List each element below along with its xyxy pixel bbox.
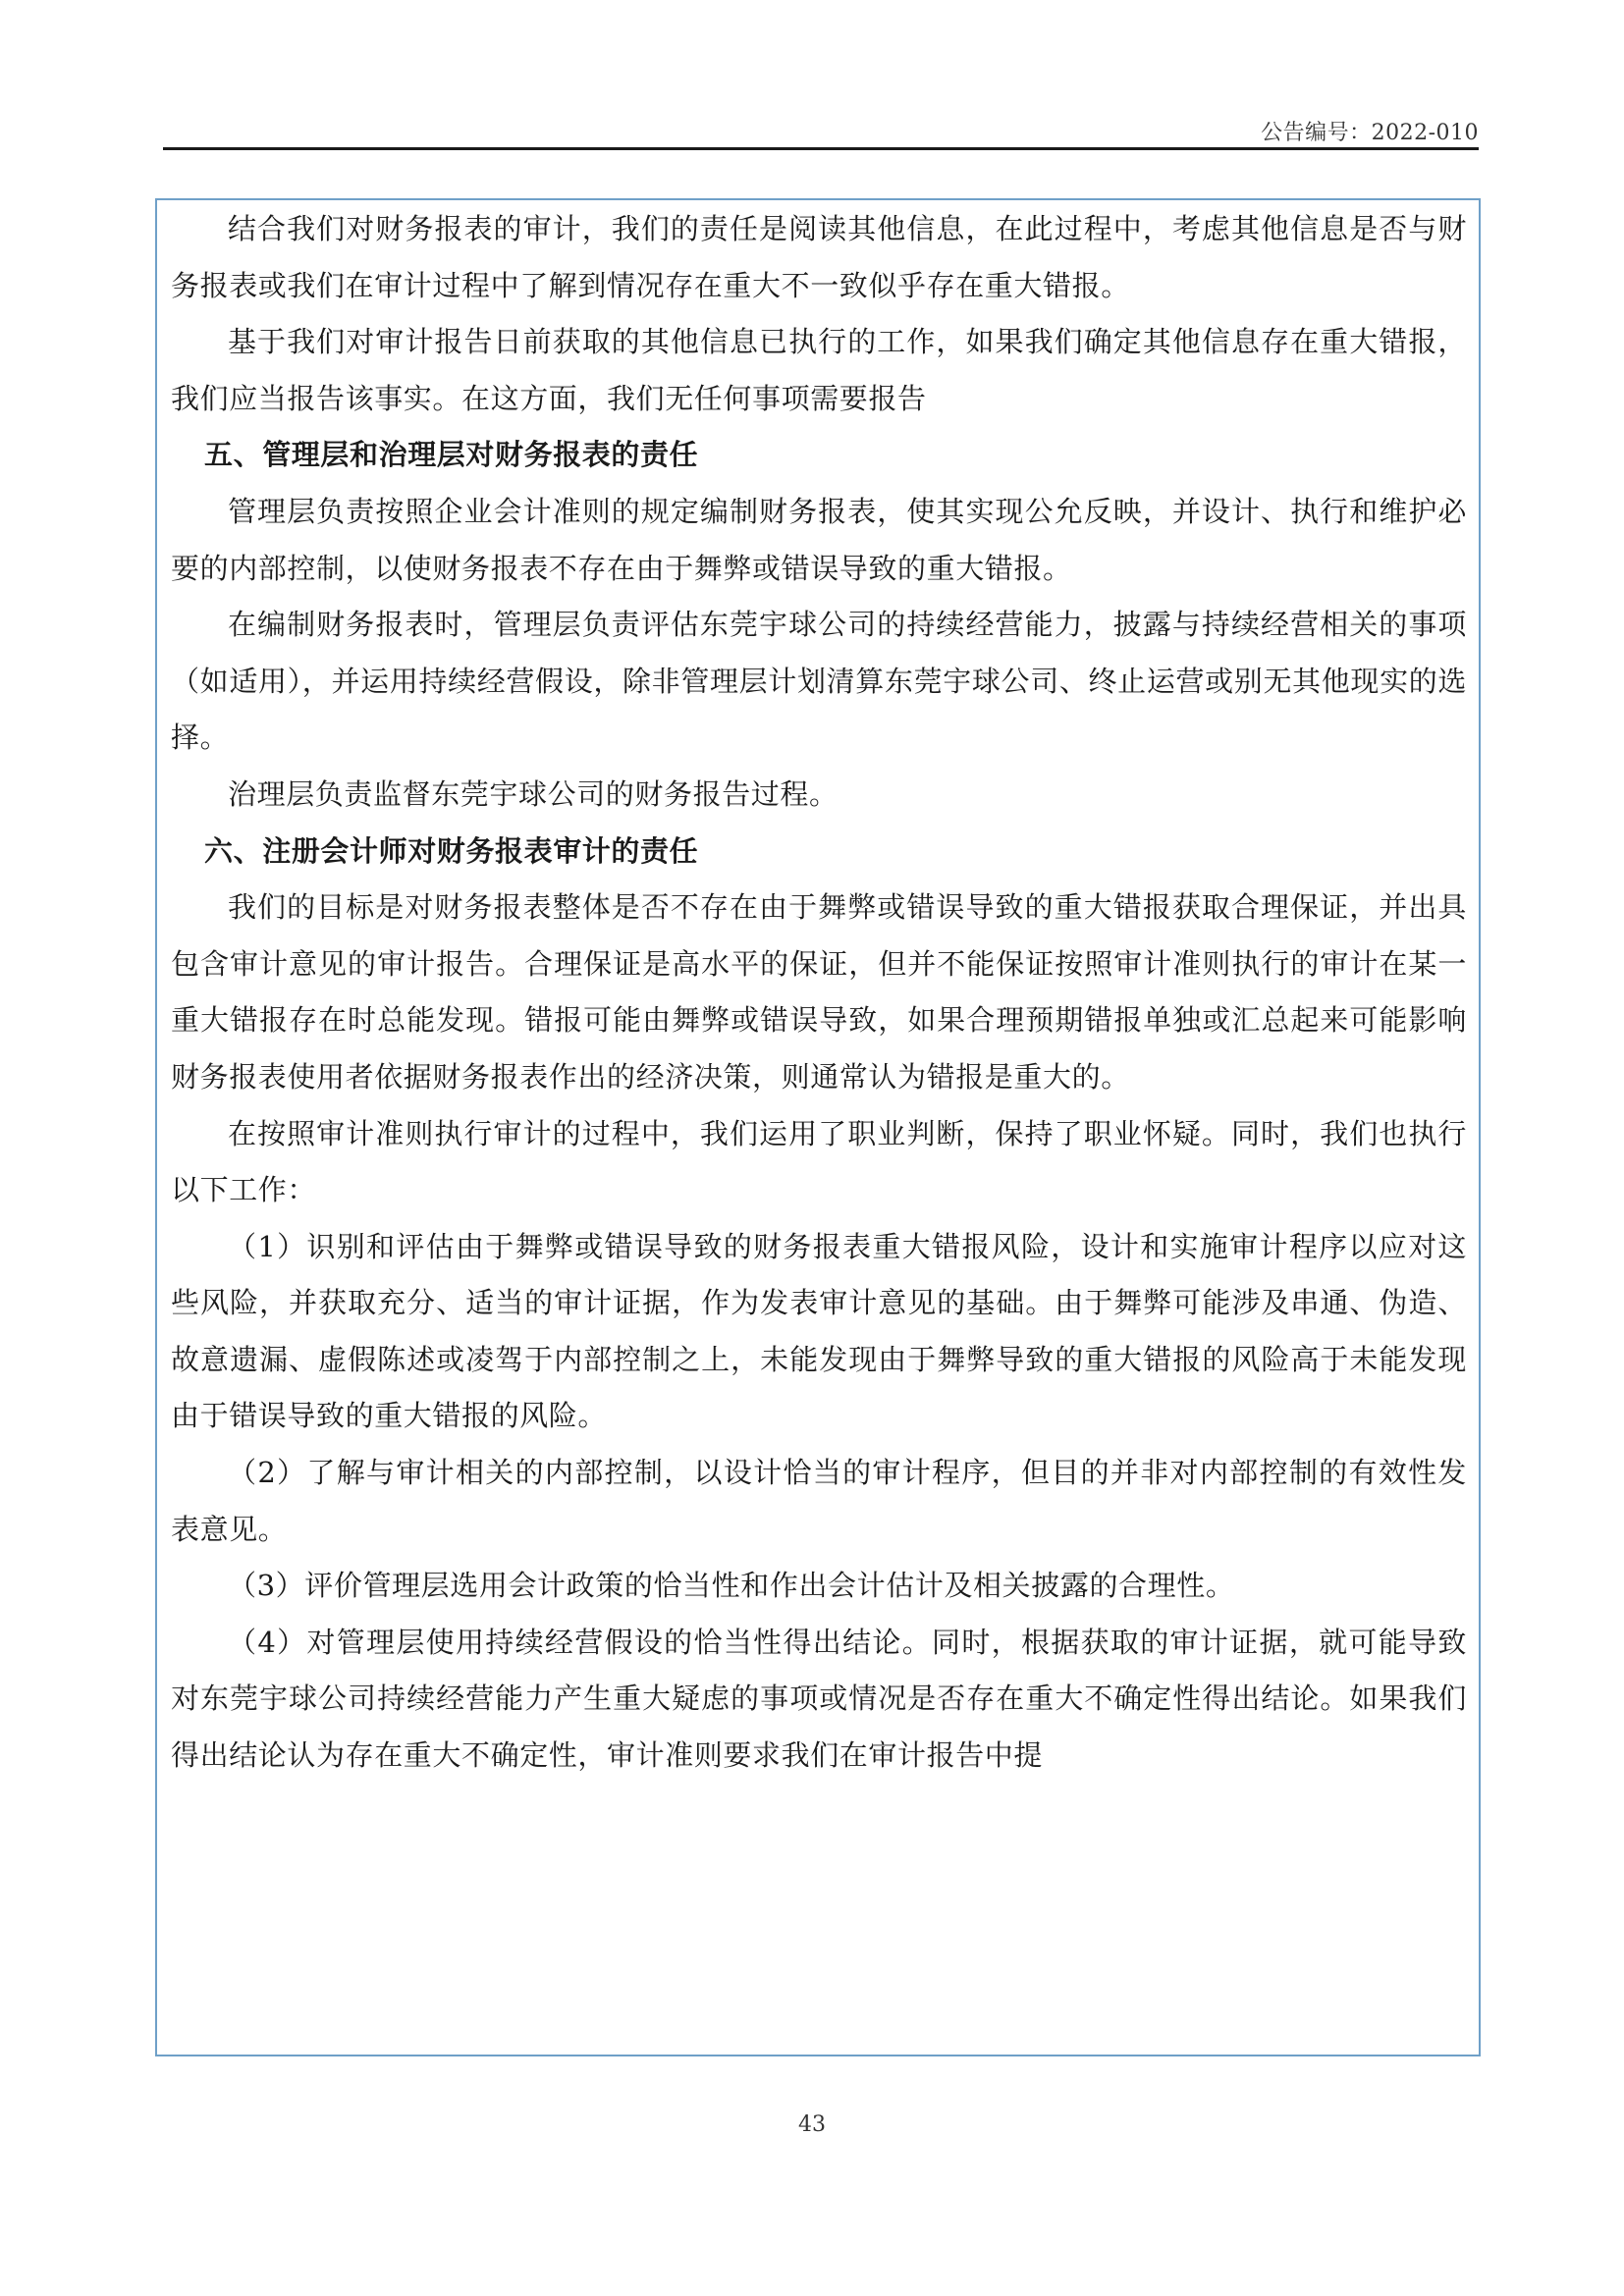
section-heading-management-responsibility: 五、管理层和治理层对财务报表的责任: [204, 438, 699, 472]
list-item-2: （2）了解与审计相关的内部控制，以设计恰当的审计程序，但目的并非对内部控制的有效性发表意见。: [171, 1456, 1467, 1546]
paragraph-governance-oversight: 治理层负责监督东莞宇球公司的财务报告过程。: [228, 776, 839, 811]
paragraph-audit-objective: 我们的目标是对财务报表整体是否不存在由于舞弊或错误导致的重大错报获取合理保证，并出具包含审计意见的审计报告。合理保证是高水平的保证，但并不能保证按照审计准则执行的审计在某一重大错报存在时总能发现。错报可能由舞弊或错误导致，如果合理预期错报单独或汇总起来可能影响财务报表使用者依据财务报表作出的经济决策，则通常认为错报是重大的。: [171, 890, 1467, 1094]
list-item-3: （3）评价管理层选用会计政策的恰当性和作出会计估计及相关披露的合理性。: [228, 1569, 1235, 1603]
list-item-4: （4）对管理层使用持续经营假设的恰当性得出结论。同时，根据获取的审计证据，就可能导致对东莞宇球公司持续经营能力产生重大疑虑的事项或情况是否存在重大不确定性得出结论。如果我们得出结论认为存在重大不确定性，审计准则要求我们在审计报告中提: [171, 1625, 1467, 1773]
paragraph-going-concern: 在编制财务报表时，管理层负责评估东莞宇球公司的持续经营能力，披露与持续经营相关的事项（如适用），并运用持续经营假设，除非管理层计划清算东莞宇球公司、终止运营或别无其他现实的选择。: [171, 608, 1467, 755]
document-body: [171, 201, 1467, 1785]
section-heading-auditor-responsibility: 六、注册会计师对财务报表审计的责任: [204, 833, 699, 868]
page-number: 43: [798, 2112, 826, 2137]
paragraph-management-duty: 管理层负责按照企业会计准则的规定编制财务报表，使其实现公允反映，并设计、执行和维护必要的内部控制，以使财务报表不存在由于舞弊或错误导致的重大错报。: [171, 494, 1467, 585]
paragraph-professional-judgment: 在按照审计准则执行审计的过程中，我们运用了职业判断，保持了职业怀疑。同时，我们也执行以下工作：: [171, 1116, 1467, 1207]
paragraph-other-info-report: 基于我们对审计报告日前获取的其他信息已执行的工作，如果我们确定其他信息存在重大错报，我们应当报告该事实。在这方面，我们无任何事项需要报告: [171, 325, 1467, 415]
paragraph-other-info-responsibility: 结合我们对财务报表的审计，我们的责任是阅读其他信息，在此过程中，考虑其他信息是否与财务报表或我们在审计过程中了解到情况存在重大不一致似乎存在重大错报。: [171, 212, 1467, 302]
list-item-1: （1）识别和评估由于舞弊或错误导致的财务报表重大错报风险，设计和实施审计程序以应对这些风险，并获取充分、适当的审计证据，作为发表审计意见的基础。由于舞弊可能涉及串通、伪造、故意遗漏、虚假陈述或凌驾于内部控制之上，未能发现由于舞弊导致的重大错报的风险高于未能发现由于错误导致的重大错报的风险。: [171, 1229, 1467, 1433]
header-divider: [163, 147, 1479, 150]
announcement-code: 公告编号：2022-010: [1261, 121, 1479, 145]
